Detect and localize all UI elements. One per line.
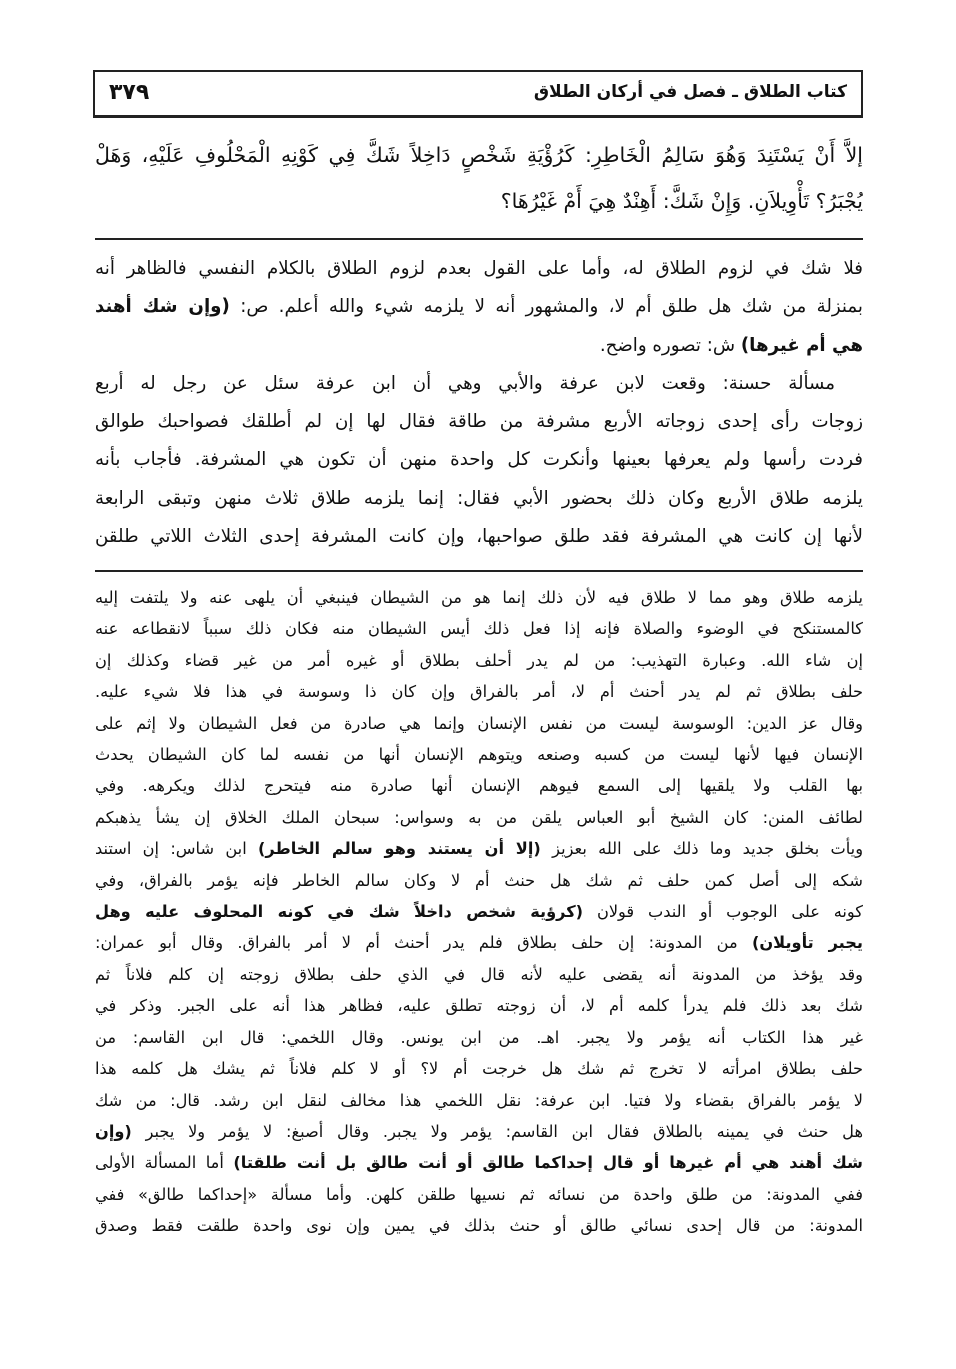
footnote-line: لا يؤمر بالفراق بقضاء ولا فتيا. ابن عرفة: نقل اللخمي هذا مخالف لنقل ابن رشد. قال: من شك — [95, 1090, 863, 1110]
footnote-line: يلزمه طلاق وهو مما لا طلاق فيه لأن ذلك إنما هو من الشيطان فينبغي أن يلهى عنه ولا يلتفت إليه — [95, 588, 863, 607]
chapter-title: كتاب الطلاق ـ فصل في أركان الطلاق — [533, 82, 847, 102]
matn-line: يُجْبَرُ؟ تَأْوِيلاَنِ. وَإِنْ شَكَّ: أَهِنْدٌ هِيَ أَمْ غَيْرُهَا؟ — [500, 189, 863, 213]
sharh-text: بمنزلة من شك هل طلق أم لا، والمشهور أنه لا يلزمه شيء والله أعلم. ص: — [240, 296, 863, 318]
matn-line: إلاَّ أَنْ يَسْتَنِدَ وَهُوَ سَالِمُ الْخَاطِرِ: كَرُؤْيَةِ شَخْصٍ دَاخِلاً شَكَّ فِي كَوْنِهِ الْمَحْلُوفِ عَلَيْهِ، وَهَلْ — [95, 143, 863, 167]
commentary-sharh — [95, 250, 863, 556]
quoted-matn: (إلا أن يستند وهو سالم الخاطر) — [258, 839, 541, 859]
footnote-line: ففي المدونة: من طلق واحدة من نسائه ثم نسيها طلقن كلهن. وأما مسألة «إحداكما طالق» ففي — [95, 1184, 863, 1204]
footnote-text: ويأت بخلق جديد وما ذلك على الله بعزيز — [552, 839, 863, 859]
running-header — [93, 70, 863, 118]
footnote-text: هل حنث في يمينه بالطلاق فقال ابن القاسم: يؤمر ولا يجبر. وقال أصبغ: لا يؤمر ولا يجبر — [145, 1121, 863, 1141]
quoted-matn: (كرؤية شخص داخلاً شك في كونه المحلوف عليه وهل — [95, 902, 584, 922]
marginal-commentary — [95, 582, 863, 1242]
sharh-line: فردت رأسها ولم يعرفها بعينها وأنكرت كل واحدة منهن أن تكون هي المشرفة. فأجاب بأنه — [95, 449, 863, 471]
footnote-line — [95, 833, 863, 864]
sharh-line: يلزمه طلاق الأربع وكان ذلك بحضور الأبي فقال: إنما يلزمه طلاق ثلاث منهن وتبقى الرابعة — [95, 487, 863, 509]
footnote-line: حلف بطلاق امرأته لا تخرج ثم شك هل خرجت أم لا؟ أو لا كلم فلاناً ثم يشك هل كلمه هذا — [95, 1059, 863, 1079]
sharh-line — [95, 327, 863, 365]
footnote-line: بها القلب ولا يلقيها إلى السمع فيوهم الإنسان أنها صادرة منه فيتحرج لذلك ويكرهه. وفي — [95, 776, 863, 796]
quoted-matn: (وإن شك أهند — [95, 296, 230, 318]
footnote-line: حلف بطلاق ثم لم يدر أحنث أم لا، أمر بالفراق وإن كان ذا وسوسة في هذا فلا شيء عليه. — [95, 682, 863, 702]
quoted-matn: هي أم غيرها) — [740, 334, 863, 356]
footnote-line: كالمستنكح في الوضوء والصلاة فإنه إذا فعل ذلك أيس الشيطان منه فكان ذلك سبباً لانقطاعه عنه — [95, 619, 863, 639]
footnote-line: وقال عز الدين: الوسوسة ليست من نفس الإنسان وإنما هي صادرة من فعل الشيطان ولا إثم على — [95, 713, 863, 733]
page-number: ٣٧٩ — [109, 80, 150, 105]
footnote-line — [95, 927, 863, 958]
sharh-line: زوجات رأى إحدى زوجاته الأربع مشرفة من طاقة فقال لها إن لم أطلقك فصواحبك طوالق — [95, 411, 863, 433]
footnote-line — [95, 896, 863, 927]
footnote-text: ابن شاس: إن استند — [95, 839, 247, 859]
sharh-line — [95, 288, 863, 326]
sharh-line: لأنها إن كانت هي المشرفة فقد طلق صواحبها، وإن كانت المشرفة إحدى الثلاث اللاتي طلقن — [95, 526, 863, 548]
quoted-matn: يجبر تأويلان) — [751, 933, 863, 953]
footnote-text: أما المسألة الأولى — [95, 1153, 224, 1173]
footnote-line: وقد يؤخذ من المدونة أنه يقضى عليه لأنه قال في الذي حلف بطلاق زوجته إن كلم فلاناً ثم — [95, 964, 863, 984]
footnote-line: لطائف المنن: كان الشيخ أبو العباس يلقن من به وسواس: سبحان الملك الخلاق إن يشأ يذهبكم — [95, 807, 863, 827]
footnote-text: كونه على الوجوب أو الندب قولان — [596, 902, 863, 922]
footnote-line: إن شاء الله. وعبارة التهذيب: من لم يدر أحلف بطلاق أو غيره أمر من غير قضاء وكذلك إن — [95, 650, 863, 670]
quoted-matn: (وإن — [95, 1121, 132, 1141]
quoted-matn: شك أهند هي أم غيرها أو قال إحداكما طالق أو أنت طالق بل أنت طلقتا) — [233, 1153, 863, 1173]
footnote-line: شك بعد ذلك فلم يدرأ كلمه أم لا، أن زوجته تطلق عليه، فظاهر هذا أنه على الجبر. وذكر في — [95, 996, 863, 1016]
divider-rule — [95, 238, 863, 240]
footnote-line — [95, 1116, 863, 1147]
footnote-line: المدونة: من قال إحدى نسائي طالق أو حنث بذلك في يمين وإن نوى واحدة طلقت فقط وصدق — [95, 1216, 863, 1236]
divider-rule — [95, 570, 863, 572]
footnote-line: شكه إلى أصل كمن حلف ثم شك هل حنث أم لا وكان سالم الخاطر فإنه يؤمر بالفراق، وفي — [95, 870, 863, 890]
sharh-text: ش: تصوره واضح. — [599, 334, 736, 356]
sharh-line: فلا شك في لزوم الطلاق له، وأما على القول بعدم لزوم الطلاق بالكلام النفسي فالظاهر أنه — [95, 258, 863, 279]
footnote-text: من المدونة: إن حلف بطلاق فلم يدر أحنث أم لا أمر بالفراق. وقال أبو عمران: — [95, 933, 738, 953]
footnote-line: الإنسان فيها لأنها ليست من كسبه وصنعه ويتوهم الإنسان أنها من نفسه لما كان الشيطان يحدث — [95, 745, 863, 765]
footnote-line — [95, 1147, 863, 1178]
sharh-line: مسألة حسنة: وقعت لابن عرفة والأبي وهي أن ابن عرفة سئل عن رجل له أربع — [95, 372, 835, 394]
footnote-line: غير هذا الكتاب أنه يؤمر ولا يجبر. اهـ. من ابن يونس. وقال اللخمي: قال ابن القاسم: من — [95, 1027, 863, 1047]
main-text-matn — [95, 132, 863, 224]
